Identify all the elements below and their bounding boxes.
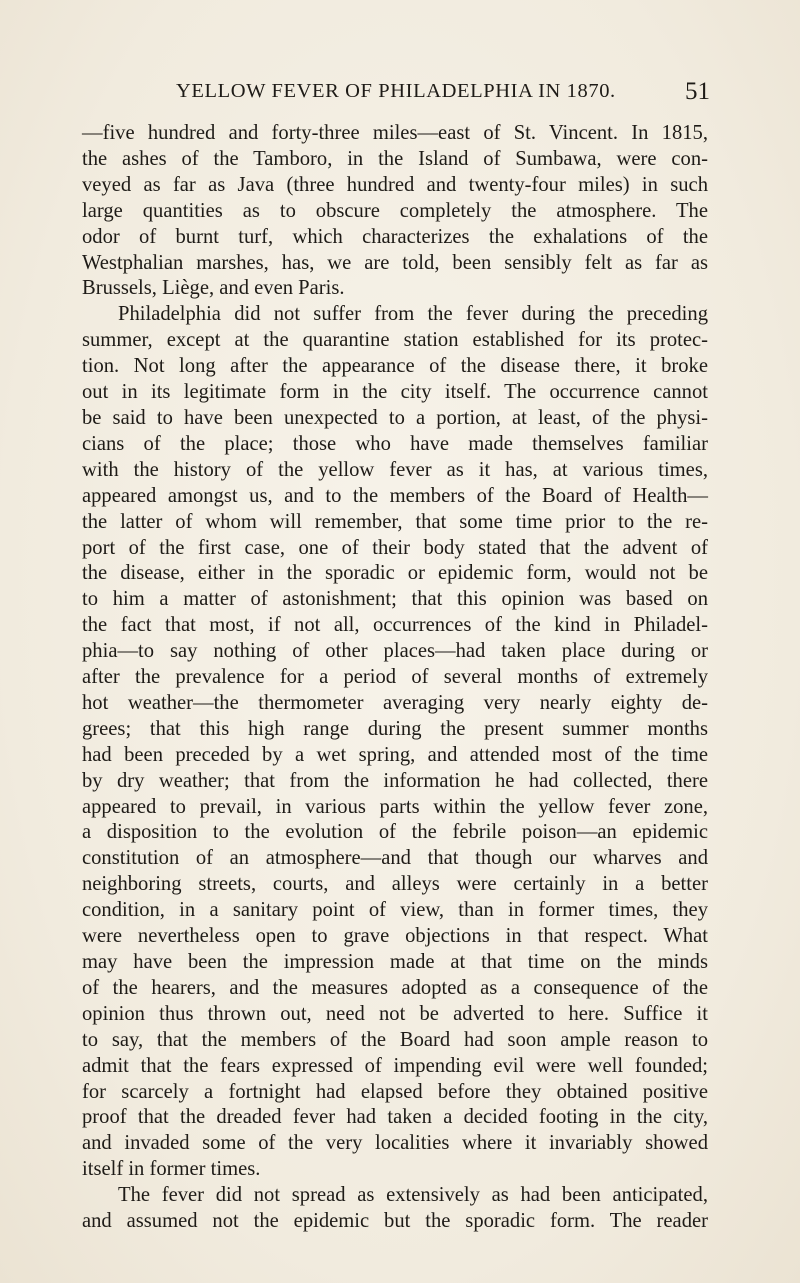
text-line: the ashes of the Tamboro, in the Island of Sumbawa, were con-	[82, 147, 708, 170]
text-line: by dry weather; that from the information he had collected, there	[82, 769, 708, 792]
text-line: to him a matter of astonishment; that this opinion was based on	[82, 588, 708, 611]
text-line: opinion thus thrown out, need not be adverted to here. Suffice it	[82, 1002, 708, 1025]
body-text	[82, 121, 708, 1235]
text-line: odor of burnt turf, which characterizes the exhalations of the	[82, 225, 708, 248]
text-line: be said to have been unexpected to a portion, at least, of the physi-	[82, 406, 708, 429]
text-line: may have been the impression made at that time on the minds	[82, 951, 708, 973]
text-line: proof that the dreaded fever had taken a decided footing in the city,	[82, 1106, 708, 1129]
text-line: the disease, either in the sporadic or epidemic form, would not be	[82, 562, 708, 585]
running-title: YELLOW FEVER OF PHILADELPHIA IN 1870.	[176, 80, 616, 102]
text-line: condition, in a sanitary point of view, than in former times, they	[82, 899, 708, 922]
text-line: tion. Not long after the appearance of the disease there, it broke	[82, 355, 708, 378]
text-line: a disposition to the evolution of the febrile poison—an epidemic	[82, 821, 708, 844]
text-line: had been preceded by a wet spring, and attended most of the time	[82, 743, 708, 766]
text-line: The fever did not spread as extensively as had been anticipated,	[118, 1184, 708, 1207]
text-line: phia—to say nothing of other places—had taken place during or	[82, 640, 708, 663]
text-line: with the history of the yellow fever as it has, at various times,	[82, 458, 708, 481]
text-line: constitution of an atmosphere—and that though our wharves and	[82, 847, 708, 870]
text-line: cians of the place; those who have made themselves familiar	[82, 432, 708, 455]
text-line: Philadelphia did not suffer from the fever during the preceding	[118, 303, 708, 326]
text-line: summer, except at the quarantine station established for its protec-	[82, 329, 708, 352]
text-line: and assumed not the epidemic but the sporadic form. The reader	[82, 1210, 708, 1233]
text-line: Brussels, Liège, and even Paris.	[82, 277, 345, 300]
text-line: —five hundred and forty-three miles—east of St. Vincent. In 1815,	[82, 122, 708, 144]
text-line: Westphalian marshes, has, we are told, been sensibly felt as far as	[82, 251, 708, 274]
running-head	[176, 80, 710, 112]
text-line: after the prevalence for a period of several months of extremely	[82, 666, 708, 689]
text-line: admit that the fears expressed of impending evil were well founded;	[82, 1054, 708, 1077]
text-line: and invaded some of the very localities where it invariably showed	[82, 1132, 708, 1155]
text-line: hot weather—the thermometer averaging very nearly eighty de-	[82, 691, 708, 714]
text-line: the fact that most, if not all, occurrences of the kind in Philadel-	[82, 614, 708, 637]
text-line: neighboring streets, courts, and alleys were certainly in a better	[82, 873, 708, 896]
text-line: port of the first case, one of their body stated that the advent of	[82, 536, 708, 559]
text-line: large quantities as to obscure completely the atmosphere. The	[82, 199, 708, 222]
text-line: appeared amongst us, and to the members of the Board of Health—	[82, 484, 708, 507]
text-line: out in its legitimate form in the city itself. The occurrence cannot	[82, 381, 708, 404]
text-line: grees; that this high range during the present summer months	[82, 717, 708, 740]
text-line: itself in former times.	[82, 1158, 261, 1181]
text-line: appeared to prevail, in various parts within the yellow fever zone,	[82, 795, 708, 818]
text-line: for scarcely a fortnight had elapsed before they obtained positive	[82, 1080, 708, 1103]
page-number: 51	[685, 78, 710, 105]
text-line: to say, that the members of the Board had soon ample reason to	[82, 1028, 708, 1051]
text-line: of the hearers, and the measures adopted as a consequence of the	[82, 976, 708, 999]
text-line: were nevertheless open to grave objections in that respect. What	[82, 925, 708, 948]
text-line: veyed as far as Java (three hundred and twenty-four miles) in such	[82, 173, 708, 196]
text-line: the latter of whom will remember, that some time prior to the re-	[82, 510, 708, 533]
